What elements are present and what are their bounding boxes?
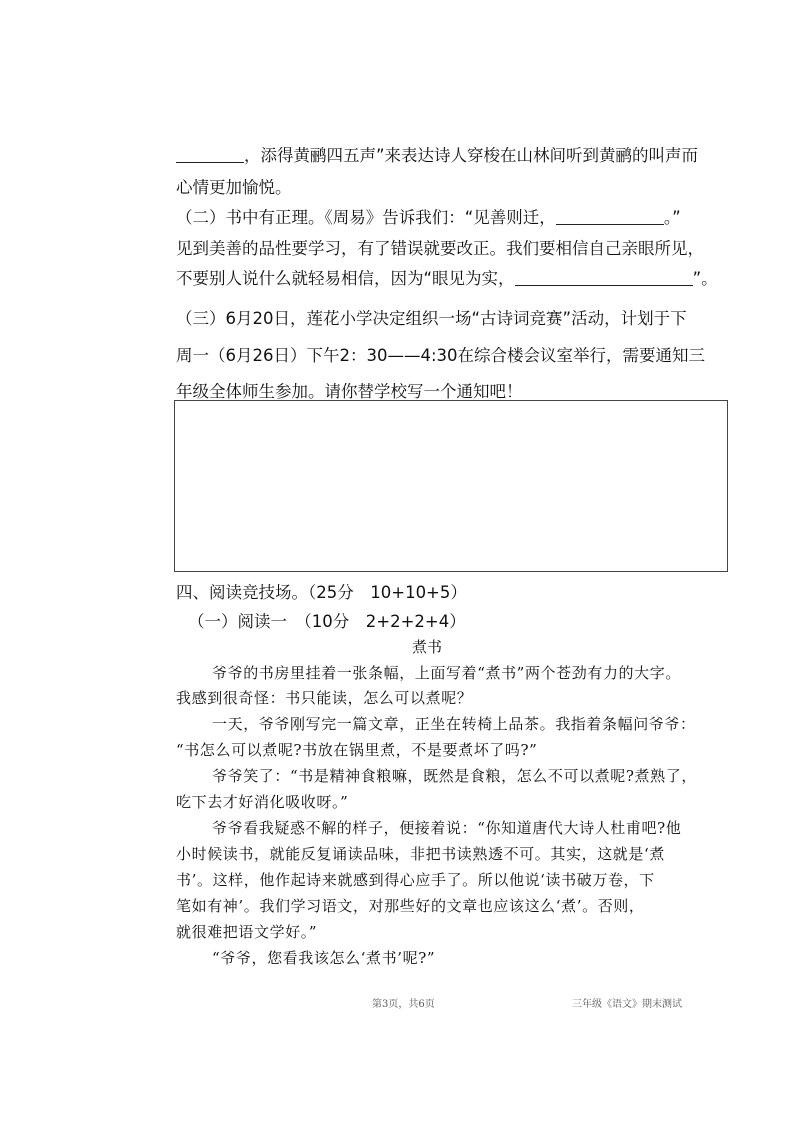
notice-writing-box[interactable] bbox=[174, 400, 728, 572]
part3-line-1: （三）6月20日，莲花小学决定组织一场“古诗词竞赛”活动，计划于下 bbox=[176, 309, 687, 328]
part2-line-2: 见到美善的品性要学习，有了错误就要改正。我们要相信自己亲眼所见， bbox=[176, 239, 704, 258]
part2-line-1 bbox=[176, 207, 734, 229]
passage-line-4: “书怎么可以煮呢?书放在锅里煮，不是要煮坏了吗?” bbox=[176, 741, 538, 759]
passage-line-3: 一天，爷爷刚写完一篇文章，正坐在转椅上品茶。我指着条幅问爷爷： bbox=[212, 715, 696, 733]
passage-title: 煮书 bbox=[411, 638, 442, 656]
part2-line-3 bbox=[176, 268, 734, 290]
passage-line-11: 就很难把语文学好。” bbox=[176, 923, 318, 941]
passage-line-6: 吃下去才好消化吸收呀。” bbox=[176, 793, 349, 811]
passage-line-1: 爷爷的书房里挂着一张条幅，上面写着“煮书”两个苍劲有力的大字。 bbox=[212, 664, 681, 682]
passage-line-10: 笔如有神’。我们学习语文，对那些好的文章也应该这么‘煮’。否则， bbox=[176, 897, 645, 915]
part3-line-3: 年级全体师生参加。请你替学校写一个通知吧！ bbox=[176, 382, 523, 401]
part3-line-2: 周一（6月26日）下午2：30——4:30在综合楼会议室举行，需要通知三 bbox=[176, 346, 706, 365]
part2-line-1-b: 。” bbox=[663, 208, 681, 227]
passage-line-2: 我感到很奇怪：书只能读，怎么可以煮呢？ bbox=[176, 689, 473, 707]
answer-blank-3[interactable] bbox=[515, 269, 693, 286]
part2-line-1-a: （二）书中有正理。《周易》告诉我们：“见善则迁， bbox=[176, 208, 556, 227]
text-line-1-content: ，添得黄鹂四五声”来表达诗人穿梭在山林间听到黄鹂的叫声而 bbox=[244, 146, 699, 165]
reading1-subtitle: （一）阅读一 （10分 2+2+2+4） bbox=[188, 612, 466, 631]
part2-line-3-b: ”。 bbox=[692, 269, 718, 288]
answer-blank-1[interactable] bbox=[176, 146, 244, 163]
text-line-2: 心情更加愉悦。 bbox=[176, 178, 292, 197]
passage-line-9: 书’。这样，他作起诗来就感到得心应手了。所以他说‘读书破万卷，下 bbox=[176, 871, 655, 889]
page-number: 第3页，共6页 bbox=[372, 999, 435, 1010]
passage-line-8: 小时候读书，就能反复诵读品味，非把书读熟透不可。其实，这就是‘煮 bbox=[176, 845, 665, 863]
answer-blank-2[interactable] bbox=[556, 208, 664, 225]
passage-line-12: “爷爷，您看我该怎么‘煮书’呢?” bbox=[212, 949, 436, 967]
part2-line-3-a: 不要别人说什么就轻易相信，因为“眼见为实， bbox=[176, 269, 515, 288]
exam-title: 三年级《语文》期末测试 bbox=[572, 999, 682, 1010]
text-line-1 bbox=[176, 145, 734, 167]
passage-line-5: 爷爷笑了：“书是精神食粮嘛，既然是食粮，怎么不可以煮呢?煮熟了， bbox=[212, 767, 697, 785]
passage-line-7: 爷爷看我疑惑不解的样子，便接着说：“你知道唐代大诗人杜甫吧?他 bbox=[212, 819, 682, 837]
section4-title: 四、阅读竞技场。（25分 10+10+5） bbox=[176, 583, 467, 602]
